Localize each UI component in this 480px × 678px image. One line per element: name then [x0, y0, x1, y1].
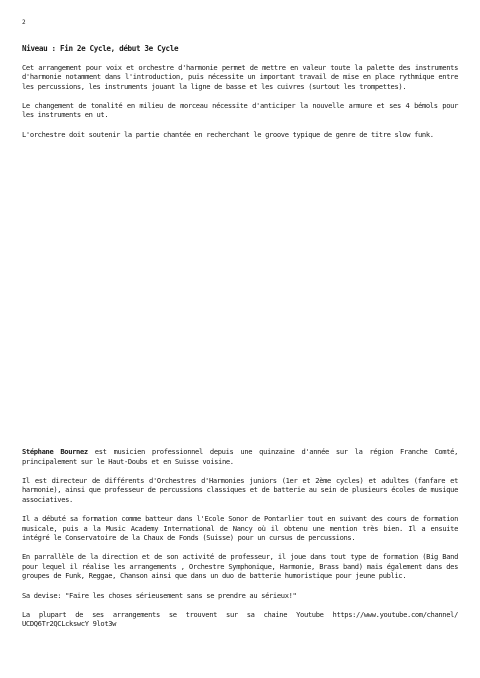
level-heading: Niveau : Fin 2e Cycle, début 3e Cycle [22, 44, 179, 53]
bio-youtube-paragraph: La plupart de ses arrangements se trouvent sur sa chaine Youtube https://www.youtube.com/channel/ UCDQ6Tr2QCLckswcY 9lot3w [22, 609, 458, 629]
bio-motto: Sa devise: "Faire les choses sérieusement sans se prendre au sérieux!" [22, 590, 297, 600]
bio-section [22, 447, 458, 629]
bio-intro-paragraph [22, 447, 458, 466]
author-name: Stéphane Bournez [22, 447, 88, 456]
description-paragraph: Cet arrangement pour voix et orchestre d'harmonie permet de mettre en valeur toute la palette des instruments d'harmonie notamment dans l'introduction, puis nécessite un important travail de mise en place rythmique entre les percussions, les instruments jouant la ligne de basse et les cuivres (surtout les trompettes). [22, 62, 458, 91]
bio-paragraph: Il a débuté sa formation comme batteur dans l'Ecole Sonor de Pontarlier tout en suivant des cours de formation musicale, puis a la Music Academy International de Nancy où il obtenu une mention très bien. Il a ensuite intégré le Conservatoire de la Chaux de Fonds (Suisse) pour un cursus de percussions. [22, 513, 458, 543]
description-paragraph: Le changement de tonalité en milieu de morceau nécessite d'anticiper la nouvelle armure et ses 4 bémols pour les instruments en ut. [22, 100, 458, 120]
description-paragraph: L'orchestre doit soutenir la partie chantée en recherchant le groove typique de genre de titre slow funk. [22, 129, 434, 139]
description-section [22, 44, 458, 139]
bio-intro-text: est musicien professionnel depuis une quinzaine d'année sur la région Franche Comté, principalement sur le Haut-Doubs et en Suisse voisine. [22, 447, 458, 466]
bio-paragraph: En parrallèle de la direction et de son activité de professeur, il joue dans tout type de formation (Big Band pour lequel il réalise les arrangements , Orchestre Symphonique, Harmonie, Brass band) mais également dans des groupes de Funk, Reggae, Chanson ainsi que dans un duo de batterie humoristique pour jeune public. [22, 552, 458, 581]
bio-paragraph: Il est directeur de différents d'Orchestres d'Harmonies juniors (1er et 2ème cycles) et adultes (fanfare et harmonie), ainsi que professeur de percussions classiques et de batterie au sein de plusieurs écoles de musique associatives. [22, 475, 458, 504]
page-number: 2 [22, 19, 26, 26]
